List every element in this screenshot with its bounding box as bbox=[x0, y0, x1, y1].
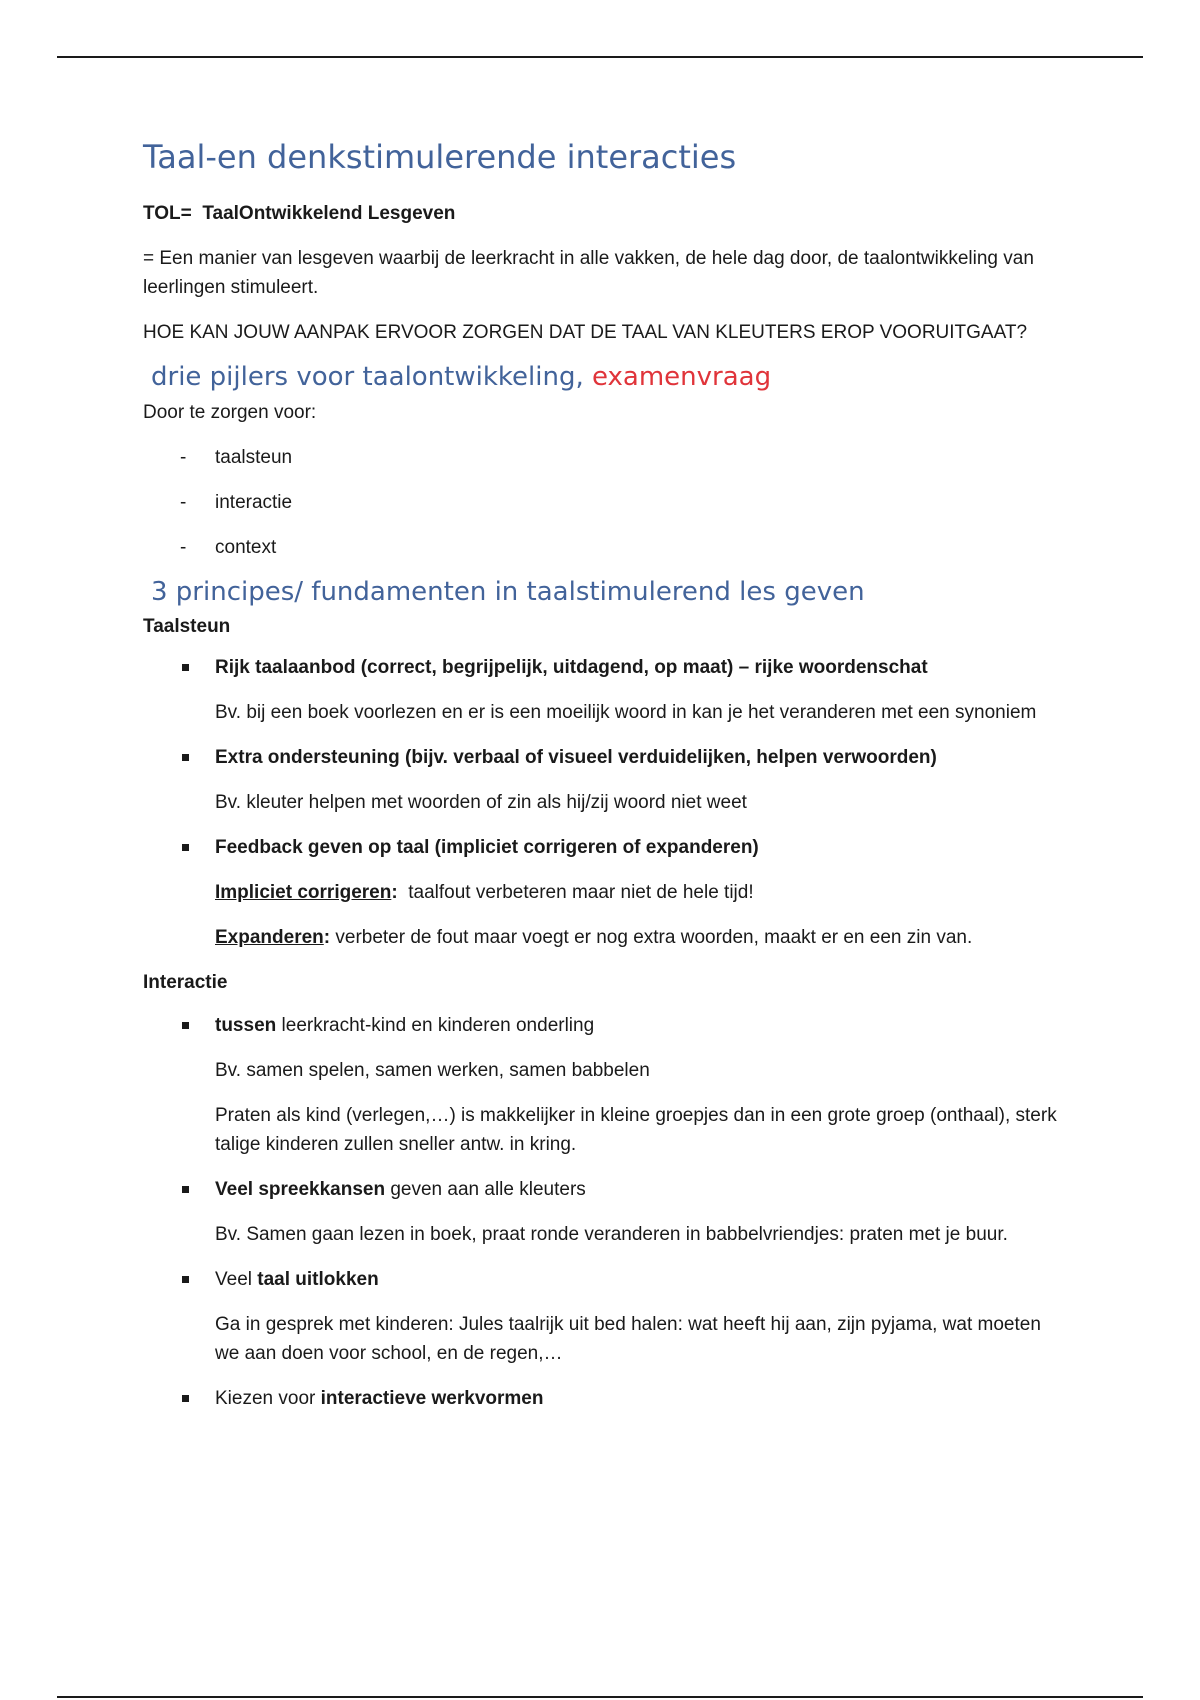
exam-question-flag: examenvraag bbox=[592, 362, 772, 393]
square-bullet-icon bbox=[182, 754, 189, 761]
principles-heading: 3 principes/ fundamenten in taalstimulerend les geven bbox=[151, 576, 865, 607]
item-heading: Extra ondersteuning (bijv. verbaal of visueel verduidelijken, helpen verwoorden) bbox=[215, 747, 937, 769]
item-pre: Kiezen voor bbox=[215, 1388, 316, 1410]
item-rest: geven aan alle kleuters bbox=[390, 1179, 586, 1201]
item-bold: interactieve werkvormen bbox=[320, 1388, 544, 1410]
item-bold: Veel spreekkansen bbox=[215, 1179, 386, 1201]
example-text: Bv. kleuter helpen met woorden of zin als hij/zij woord niet weet bbox=[215, 792, 747, 814]
pillar-label: taalsteun bbox=[215, 446, 293, 468]
example-text: Bv. Samen gaan lezen in boek, praat ronde veranderen in babbelvriendjes: praten met je buur. bbox=[215, 1224, 1008, 1246]
list-item bbox=[143, 833, 1063, 862]
pillars-heading bbox=[151, 363, 1063, 392]
example-text: Praten als kind (verlegen,…) is makkelijker in kleine groepjes dan in een grote groep (onthaal), sterk talige kinderen zullen sneller antw. in kring. bbox=[215, 1105, 1057, 1156]
definition-row bbox=[143, 923, 1063, 952]
square-bullet-icon bbox=[182, 844, 189, 851]
list-item bbox=[143, 533, 1063, 562]
tol-line bbox=[143, 199, 1063, 228]
item-pre: Veel bbox=[215, 1269, 252, 1291]
item-heading: Feedback geven op taal (impliciet corrigeren of expanderen) bbox=[215, 837, 759, 859]
list-item bbox=[143, 488, 1063, 517]
item-rest: leerkracht-kind en kinderen onderling bbox=[281, 1015, 595, 1037]
definition-row bbox=[143, 878, 1063, 907]
section-taalsteun: Taalsteun bbox=[143, 616, 231, 638]
square-bullet-icon bbox=[182, 664, 189, 671]
question-text: HOE KAN JOUW AANPAK ERVOOR ZORGEN DAT DE TAAL VAN KLEUTERS EROP VOORUITGAAT? bbox=[143, 322, 1028, 344]
item-bold: tussen bbox=[215, 1015, 277, 1037]
item-heading: Rijk taalaanbod (correct, begrijpelijk, uitdagend, op maat) – rijke woordenschat bbox=[215, 657, 928, 679]
pillars-list bbox=[143, 443, 1063, 562]
list-item bbox=[143, 743, 1063, 772]
list-item bbox=[143, 653, 1063, 682]
dash-bullet: - bbox=[180, 491, 187, 513]
list-item bbox=[143, 1384, 1063, 1413]
pillar-label: interactie bbox=[215, 491, 293, 513]
section-interactie: Interactie bbox=[143, 972, 228, 994]
item-bold: taal uitlokken bbox=[257, 1269, 379, 1291]
pillars-intro: Door te zorgen voor: bbox=[143, 401, 317, 423]
example-text: Bv. samen spelen, samen werken, samen babbelen bbox=[215, 1060, 650, 1082]
term-definition: verbeter de fout maar voegt er nog extra woorden, maakt er en een zin van. bbox=[335, 927, 973, 949]
square-bullet-icon bbox=[182, 1395, 189, 1402]
square-bullet-icon bbox=[182, 1186, 189, 1193]
term-separator: : bbox=[391, 882, 398, 904]
dash-bullet: - bbox=[180, 446, 187, 468]
example-text: Bv. bij een boek voorlezen en er is een moeilijk woord in kan je het veranderen met een synoniem bbox=[215, 702, 1037, 724]
tol-label: TOL= bbox=[143, 203, 192, 225]
definition-text: = Een manier van lesgeven waarbij de leerkracht in alle vakken, de hele dag door, de taalontwikkeling van leerlingen stimuleert. bbox=[143, 248, 1034, 299]
square-bullet-icon bbox=[182, 1276, 189, 1283]
page-title: Taal-en denkstimulerende interacties bbox=[143, 138, 737, 176]
tol-text: TaalOntwikkelend Lesgeven bbox=[202, 203, 456, 225]
list-item bbox=[143, 1175, 1063, 1204]
document-body bbox=[143, 140, 1063, 1429]
pillar-label: context bbox=[215, 536, 277, 558]
header-rule bbox=[57, 56, 1143, 58]
footer-rule bbox=[57, 1696, 1143, 1698]
term-impliciet-corrigeren: Impliciet corrigeren bbox=[215, 882, 392, 904]
term-definition: taalfout verbeteren maar niet de hele tijd! bbox=[408, 882, 754, 904]
list-item bbox=[143, 1265, 1063, 1294]
example-text: Ga in gesprek met kinderen: Jules taalrijk uit bed halen: wat heeft hij aan, zijn pyjama, wat moeten we aan doen voor school, en de regen,… bbox=[215, 1314, 1041, 1365]
dash-bullet: - bbox=[180, 536, 187, 558]
square-bullet-icon bbox=[182, 1022, 189, 1029]
pillars-heading-text: drie pijlers voor taalontwikkeling, bbox=[151, 362, 584, 393]
term-separator: : bbox=[323, 927, 331, 949]
list-item bbox=[143, 443, 1063, 472]
term-expanderen: Expanderen bbox=[215, 927, 324, 949]
list-item bbox=[143, 1011, 1063, 1040]
